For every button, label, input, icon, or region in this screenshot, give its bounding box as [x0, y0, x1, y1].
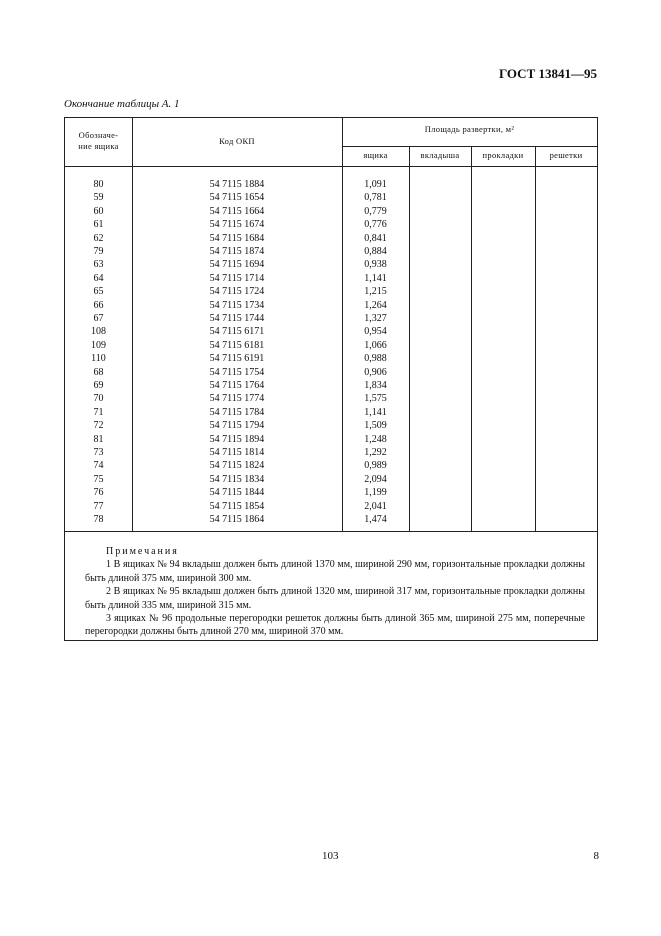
cell-box-no: 70 — [93, 393, 104, 405]
cell-okp-code: 54 7115 6181 — [209, 339, 265, 351]
cell-okp-code: 54 7115 6191 — [209, 353, 265, 365]
col-divider — [535, 146, 536, 531]
cell-area-box: 1,215 — [364, 286, 387, 298]
header-area-box: ящика — [363, 150, 388, 160]
cell-box-no: 76 — [93, 487, 104, 499]
cell-area-box: 0,841 — [364, 232, 387, 244]
cell-area-box: 0,906 — [364, 366, 387, 378]
cell-box-no: 61 — [93, 219, 104, 231]
cell-box-no: 62 — [93, 232, 104, 244]
table-caption: Окончание таблицы А. 1 — [64, 98, 180, 110]
cell-okp-code: 54 7115 1794 — [209, 420, 265, 432]
cell-area-box: 0,938 — [364, 259, 387, 271]
cell-area-box: 1,199 — [364, 487, 387, 499]
cell-area-box: 1,066 — [364, 339, 387, 351]
cell-box-no: 73 — [93, 447, 104, 458]
cell-okp-code: 54 7115 1784 — [209, 406, 265, 418]
cell-area-box: 1,509 — [364, 420, 387, 432]
notes-divider — [65, 531, 597, 532]
cell-okp-code: 54 7115 1694 — [209, 259, 265, 271]
cell-area-box: 0,884 — [364, 246, 387, 257]
note-item: 1 В ящиках № 94 вкладыш должен быть длиной 1370 мм, шириной 290 мм, горизонтальные прокладки должны быть длиной 375 мм, шириной 300 мм. — [85, 559, 585, 584]
cell-area-box: 0,779 — [364, 205, 387, 217]
cell-box-no: 108 — [91, 326, 106, 338]
data-table — [64, 117, 598, 641]
cell-box-no: 65 — [93, 286, 104, 298]
cell-okp-code: 54 7115 6171 — [209, 326, 265, 338]
cell-area-box: 1,474 — [364, 514, 387, 525]
cell-area-box: 1,248 — [364, 433, 387, 445]
cell-area-box: 0,776 — [364, 219, 387, 231]
cell-area-box: 1,264 — [364, 299, 387, 311]
cell-box-no: 72 — [93, 420, 104, 432]
cell-okp-code: 54 7115 1664 — [209, 205, 265, 217]
cell-area-box: 1,834 — [364, 380, 387, 391]
cell-okp-code: 54 7115 1834 — [209, 473, 265, 485]
cell-okp-code: 54 7115 1884 — [209, 179, 265, 190]
cell-okp-code: 54 7115 1684 — [209, 232, 265, 244]
cell-okp-code: 54 7115 1724 — [209, 286, 265, 298]
header-divider — [342, 146, 597, 147]
page-number: 103 — [322, 850, 339, 862]
cell-box-no: 68 — [93, 366, 104, 378]
note-item: 3 ящиках № 96 продольные перегородки решеток должны быть длиной 365 мм, шириной 275 мм, поперечные перегородки должны быть длиной 270 мм, шириной 370 мм. — [85, 613, 585, 638]
cell-okp-code: 54 7115 1734 — [209, 299, 265, 311]
cell-box-no: 79 — [93, 246, 104, 257]
cell-okp-code: 54 7115 1714 — [209, 272, 265, 284]
col-divider — [409, 146, 410, 531]
cell-area-box: 0,954 — [364, 326, 387, 338]
cell-box-no: 74 — [93, 460, 104, 472]
cell-box-no: 80 — [93, 179, 104, 190]
header-area-insert: вкладыша — [420, 150, 460, 160]
cell-okp-code: 54 7115 1654 — [209, 192, 265, 204]
cell-okp-code: 54 7115 1814 — [209, 447, 265, 458]
standard-number: ГОСТ 13841—95 — [498, 66, 597, 81]
cell-area-box: 0,781 — [364, 192, 387, 204]
header-bottom-line — [65, 166, 597, 167]
sheet-number: 8 — [593, 850, 599, 862]
cell-box-no: 110 — [91, 353, 106, 365]
cell-box-no: 71 — [93, 406, 104, 418]
cell-box-no: 81 — [93, 433, 104, 445]
cell-area-box: 1,141 — [364, 406, 387, 418]
cell-box-no: 63 — [93, 259, 104, 271]
header-code: Код ОКП — [219, 136, 255, 146]
cell-box-no: 109 — [91, 339, 106, 351]
header-area-group: Площадь развертки, м² — [424, 124, 515, 134]
cell-area-box: 1,327 — [364, 313, 387, 324]
cell-okp-code: 54 7115 1824 — [209, 460, 265, 472]
col-divider — [471, 146, 472, 531]
header-area-grid: решетки — [549, 150, 583, 160]
cell-box-no: 78 — [93, 514, 104, 525]
cell-area-box: 2,094 — [364, 473, 387, 485]
cell-area-box: 1,292 — [364, 447, 387, 458]
notes-title: Примечания — [106, 546, 179, 557]
cell-box-no: 67 — [93, 313, 104, 324]
cell-okp-code: 54 7115 1754 — [209, 366, 265, 378]
cell-area-box: 1,141 — [364, 272, 387, 284]
cell-box-no: 64 — [93, 272, 104, 284]
cell-okp-code: 54 7115 1744 — [209, 313, 265, 324]
cell-okp-code: 54 7115 1874 — [209, 246, 265, 257]
cell-box-no: 75 — [93, 473, 104, 485]
cell-box-no: 69 — [93, 380, 104, 391]
cell-area-box: 1,575 — [364, 393, 387, 405]
cell-box-no: 60 — [93, 205, 104, 217]
note-item: 2 В ящиках № 95 вкладыш должен быть длиной 1320 мм, шириной 317 мм, горизонтальные прокладки должны быть длиной 335 мм, шириной 315 мм. — [85, 586, 585, 611]
notes-block — [65, 545, 597, 639]
cell-okp-code: 54 7115 1844 — [209, 487, 265, 499]
cell-okp-code: 54 7115 1864 — [209, 514, 265, 525]
cell-box-no: 77 — [93, 500, 104, 512]
cell-box-no: 59 — [93, 192, 104, 204]
cell-area-box: 1,091 — [364, 179, 387, 190]
header-area-spacer: прокладки — [482, 150, 524, 160]
header-box-no: Обозначе- ние ящика — [78, 130, 119, 151]
cell-okp-code: 54 7115 1764 — [209, 380, 265, 391]
cell-okp-code: 54 7115 1774 — [209, 393, 265, 405]
cell-okp-code: 54 7115 1854 — [209, 500, 265, 512]
cell-area-box: 2,041 — [364, 500, 387, 512]
cell-okp-code: 54 7115 1674 — [209, 219, 265, 231]
cell-okp-code: 54 7115 1894 — [209, 433, 265, 445]
cell-box-no: 66 — [93, 299, 104, 311]
cell-area-box: 0,988 — [364, 353, 387, 365]
cell-area-box: 0,989 — [364, 460, 387, 472]
